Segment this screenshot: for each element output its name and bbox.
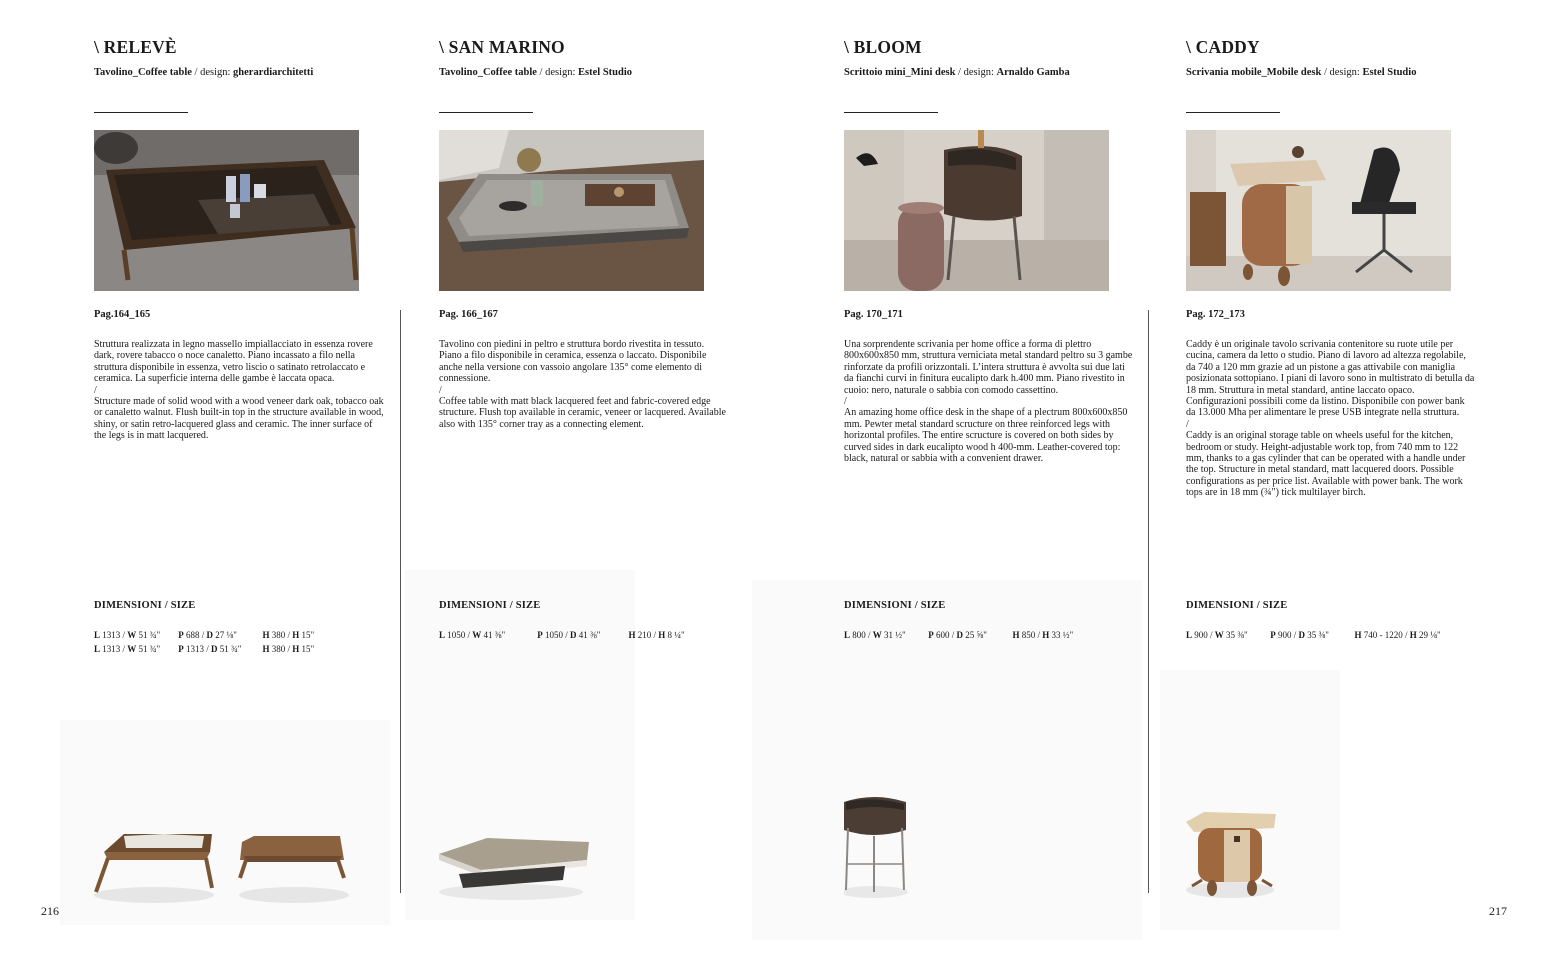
dimension-length: L 800 / W 31 ½": [844, 630, 906, 640]
product-cutout-image: [439, 770, 739, 920]
page-reference: Pag. 172_173: [1186, 309, 1245, 320]
divider: [1186, 112, 1280, 113]
description-english: An amazing home office desk in the shape of a plectrum 800x600x850 mm. Pewter metal standard scructure on three reinforced legs with horizontal profiles. The entire scructure is covered on both sides by curved sides in dark eucalipto wood h 400-mm. Leather-covered top: black, natural or sabbia with a convenient drawer.: [844, 407, 1128, 465]
product-releve: [94, 0, 384, 959]
description-italian: Struttura realizzata in legno massello impiallacciato in essenza rovere dark, rovere tabacco o noce canaletto. Piano incassato a filo nella struttura disponibile in essenza, vetro liscio o satinato retrolaccato e ceramica. La superficie interna delle gambe è laccata opaca.: [94, 339, 373, 385]
description-english: Coffee table with matt black lacquered feet and fabric-covered edge structure. Flush top available in ceramic, veneer or lacquered. Available also with 135° corner tray as a connecting element.: [439, 396, 726, 430]
dimension-depth: P 900 / D 35 ⅜": [1270, 630, 1329, 640]
dimensions-row: [844, 628, 1073, 642]
description-italian: Una sorprendente scrivania per home office a forma di plettro 800x600x850 mm, struttura verniciata metal standard peltro su 3 gambe rinforzate da profili orizzontali. L’intera struttura è avvolta sui due lati da fianchi curvi in finitura eucalipto dark h.400 mm. Piano rivestito in cuoio: nero, naturale o sabbia con comodo cassettino.: [844, 339, 1133, 396]
designer-name: gherardiarchitetti: [233, 67, 314, 78]
page-reference: Pag.164_165: [94, 309, 151, 320]
dimension-height: H 380 / H 15": [262, 644, 315, 654]
design-label: / design:: [1323, 67, 1360, 78]
dimensions-table: [844, 628, 1073, 642]
product-subtitle: [1186, 67, 1416, 78]
dimension-depth: P 1050 / D 41 ⅜": [537, 630, 601, 640]
description-english: Structure made of solid wood with a wood veneer dark oak, tobacco oak or canaletto walnut. Flush built-in top in the structure available in wood, shiny, or satin retro-lacquered glass and ceramic. The inner surface of the legs is in matt lacquered.: [94, 396, 384, 442]
product-cutout-image: [844, 770, 1144, 920]
product-cutout-image: [1186, 770, 1486, 920]
page-number-right: 217: [1489, 904, 1507, 918]
page-reference: Pag. 166_167: [439, 309, 498, 320]
product-title: \ RELEVÈ: [94, 37, 177, 57]
dimensions-title: DIMENSIONI / SIZE: [1186, 600, 1288, 611]
product-type: Scrittoio mini_Mini desk: [844, 67, 956, 78]
product-title: \ SAN MARINO: [439, 37, 565, 57]
designer-name: Arnaldo Gamba: [996, 67, 1070, 78]
product-description: [94, 339, 384, 442]
dimensions-title: DIMENSIONI / SIZE: [844, 600, 946, 611]
product-subtitle: [439, 67, 632, 78]
column-divider: [400, 310, 401, 893]
product-description: [1186, 339, 1476, 499]
dimension-length: L 1050 / W 41 ⅜": [439, 630, 506, 640]
product-photo: [94, 130, 359, 291]
product-photo: [844, 130, 1109, 291]
divider: [94, 112, 188, 113]
designer-name: Estel Studio: [578, 67, 633, 78]
dimensions-row: [1186, 628, 1441, 642]
divider: [844, 112, 938, 113]
dimension-height: H 850 / H 33 ½": [1012, 630, 1074, 640]
dimensions-table: [1186, 628, 1441, 642]
product-bloom: [844, 0, 1134, 959]
dimensions-title: DIMENSIONI / SIZE: [94, 600, 196, 611]
product-type: Tavolino_Coffee table: [94, 67, 192, 78]
description-separator: /: [439, 384, 442, 396]
product-subtitle: [94, 67, 313, 78]
dimension-depth: P 688 / D 27 ⅛": [178, 630, 237, 640]
design-label: / design:: [539, 67, 576, 78]
dimensions-row: [94, 628, 314, 642]
description-italian: Caddy è un originale tavolo scrivania contenitore su ruote utile per cucina, camera da letto o studio. Piano di lavoro ad altezza regolabile, da 740 a 120 mm grazie ad un pistone a gas attivabile con maniglia posizionata sottopiano. I piani di lavoro sono in multistrato di betulla da 18 mm. Struttura in metal standard, antine laccato opaco. Configurazioni possibili come da listino. Disponibile con power bank da 13.000 Mha per alimentare le prese USB integrate nella struttura.: [1186, 339, 1475, 419]
dimension-height: H 210 / H 8 ¼": [628, 630, 685, 640]
dimension-length: L 1313 / W 51 ¾": [94, 644, 161, 654]
design-label: / design:: [194, 67, 231, 78]
dimension-depth: P 600 / D 25 ⅝": [928, 630, 987, 640]
product-description: [439, 339, 729, 430]
page-reference: Pag. 170_171: [844, 309, 903, 320]
product-type: Tavolino_Coffee table: [439, 67, 537, 78]
dimensions-table: [94, 628, 314, 656]
product-photo: [1186, 130, 1451, 291]
designer-name: Estel Studio: [1362, 67, 1417, 78]
column-divider: [1148, 310, 1149, 893]
description-separator: /: [844, 396, 847, 408]
dimension-height: H 740 - 1220 / H 29 ⅛": [1354, 630, 1441, 640]
dimension-depth: P 1313 / D 51 ¾": [178, 644, 242, 654]
dimension-length: L 1313 / W 51 ¾": [94, 630, 161, 640]
product-type: Scrivania mobile_Mobile desk: [1186, 67, 1322, 78]
divider: [439, 112, 533, 113]
product-title: \ CADDY: [1186, 37, 1260, 57]
dimension-height: H 380 / H 15": [262, 630, 315, 640]
description-separator: /: [1186, 418, 1189, 430]
description-english: Caddy is an original storage table on wheels useful for the kitchen, bedroom or study. Height-adjustable work top, from 740 mm to 122 mm, thanks to a gas cylinder that can be operated with a handle under the top. Structure in metal standard, matt lacquered doors. Possible configurations as per price list. Available with power bank. The work tops are in 18 mm (¾") tick multilayer birch.: [1186, 430, 1466, 499]
product-cutout-image: [94, 770, 394, 920]
product-photo: [439, 130, 704, 291]
dimensions-row: [94, 642, 314, 656]
product-san-marino: [439, 0, 729, 959]
dimensions-row: [439, 628, 685, 642]
product-description: [844, 339, 1134, 464]
page-number-left: 216: [41, 904, 59, 918]
design-label: / design:: [958, 67, 994, 78]
dimension-length: L 900 / W 35 ⅜": [1186, 630, 1248, 640]
dimensions-table: [439, 628, 685, 642]
product-title: \ BLOOM: [844, 37, 922, 57]
dimensions-title: DIMENSIONI / SIZE: [439, 600, 541, 611]
description-separator: /: [94, 384, 97, 396]
product-subtitle: [844, 67, 1070, 78]
product-caddy: [1186, 0, 1476, 959]
description-italian: Tavolino con piedini in peltro e struttura bordo rivestita in tessuto. Piano a filo disponibile in ceramica, essenza o laccato. Disponibile anche nella versione con vassoio angolare 135° come elemento di connessione.: [439, 339, 707, 385]
